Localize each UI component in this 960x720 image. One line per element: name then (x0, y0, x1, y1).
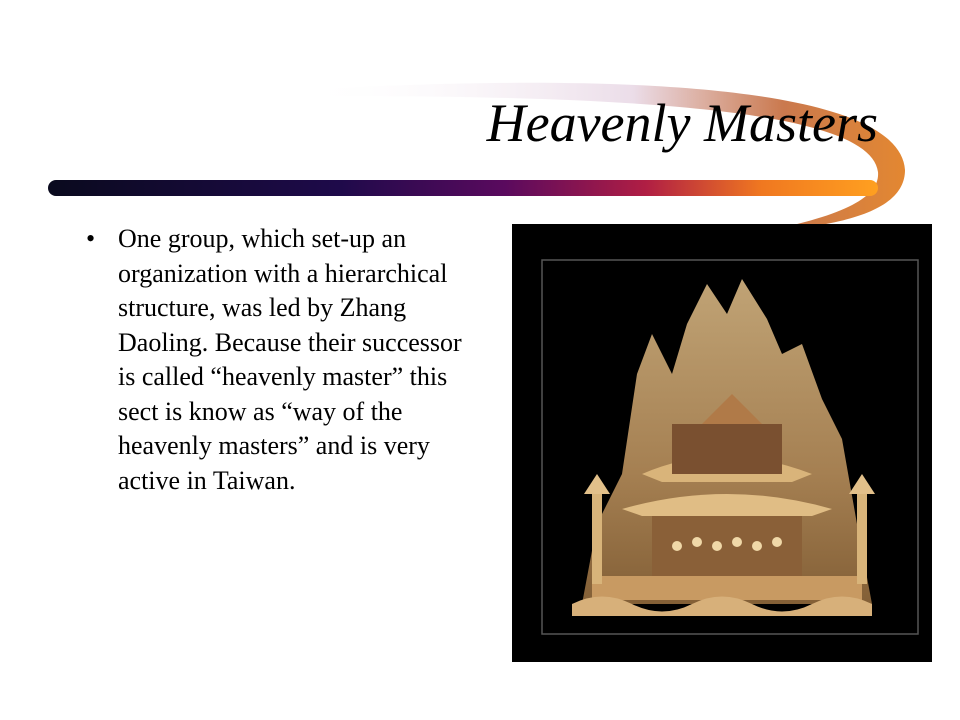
list-item (86, 222, 466, 498)
right-pillar (857, 494, 867, 584)
bullet-marker: • (86, 224, 96, 253)
temple-base (592, 576, 862, 600)
bullet-text: One group, which set-up an organization with a hierarchical structure, was led by Zhang Daoling. Because their successor is called “heavenly master” this sect is know as “way of the heavenly masters” and is very active in Taiwan. (118, 224, 462, 495)
temple-carving-image (512, 224, 932, 662)
wave-base (572, 597, 872, 617)
temple-carving-illustration (512, 224, 932, 662)
temple-upper-hall (672, 424, 782, 474)
right-pillar-top (849, 474, 875, 494)
bullet-list (86, 222, 466, 498)
left-pillar (592, 494, 602, 584)
left-pillar-top (584, 474, 610, 494)
slide-title: Heavenly Masters (486, 93, 878, 153)
gradient-bar (48, 180, 878, 196)
